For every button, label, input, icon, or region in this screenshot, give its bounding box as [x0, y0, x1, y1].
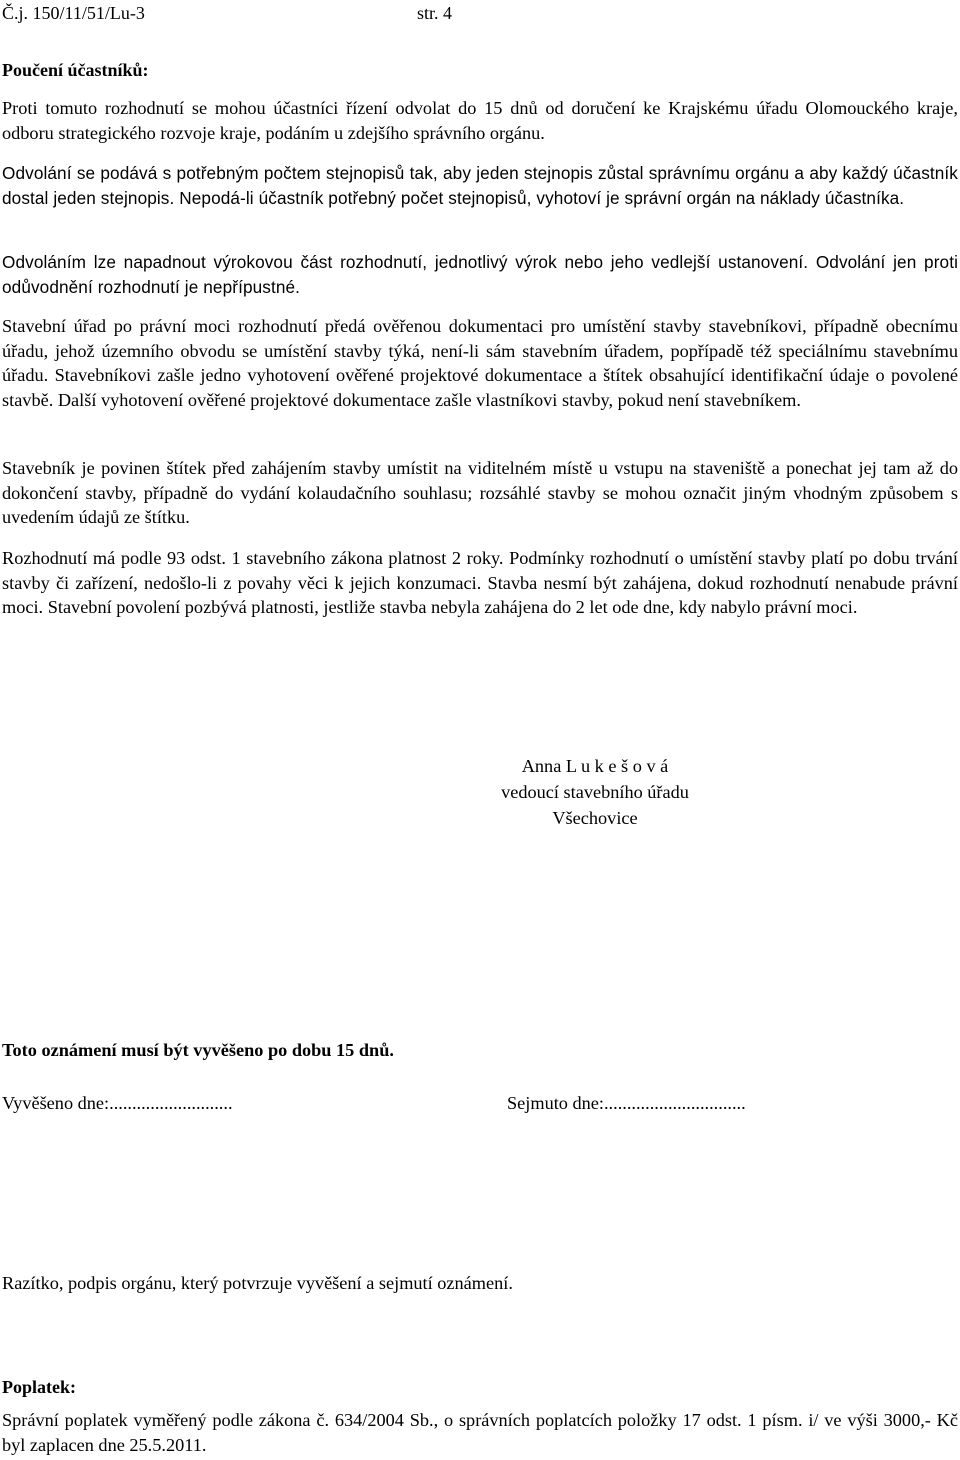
fee-text: Správní poplatek vyměřený podle zákona č. 634/2004 Sb., o správních poplatcích položky 17 odst. 1 písm. i/ ve výši 3000,- Kč byl zaplacen dne 25.5.2011. [2, 1410, 958, 1455]
fee-heading: Poplatek: [2, 1377, 76, 1397]
stamp-signature-note: Razítko, podpis orgánu, který potvrzuje vyvěšení a sejmutí oznámení. [2, 1273, 513, 1293]
instruction-paragraph-sign: Stavebník je povinen štítek před zahájením stavby umístit na viditelném místě u vstupu na staveniště a ponechat jej tam až do dokončení stavby, případně do vydání kolaudačního souhlasu; rozsáhlé stavby se mohou označit jiným vhodným způsobem s uvedením údajů ze štítku. [2, 458, 958, 527]
instruction-paragraph-scope: Odvoláním lze napadnout výrokovou část rozhodnutí, jednotlivý výrok nebo jeho vedlejší ustanovení. Odvolání jen proti odůvodnění rozhodnutí je nepřípustné. [2, 252, 958, 297]
page-header [2, 3, 958, 27]
signatory-place: Všechovice [552, 808, 638, 828]
signatory-position: vedoucí stavebního úřadu [501, 782, 689, 802]
posting-rule: Toto oznámení musí být vyvěšeno po dobu 15 dnů. [2, 1040, 394, 1060]
instruction-paragraph-copies: Odvolání se podává s potřebným počtem stejnopisů tak, aby jeden stejnopis zůstal správnímu orgánu a aby každý účastník dostal jeden stejnopis. Nepodá-li účastník potřebný počet stejnopisů, vyhotoví je správní orgán na náklady účastníka. [2, 163, 958, 208]
page-number: str. 4 [417, 3, 453, 23]
removed-date-field: Sejmuto dne:............................... [507, 1093, 746, 1113]
instruction-paragraph-documentation: Stavební úřad po právní moci rozhodnutí předá ověřenou dokumentaci pro umístění stavby stavebníkovi, případně obecnímu úřadu, jehož územního obvodu se umístění stavby týká, není-li sám stavebním úřadem, popřípadě též speciálnímu stavebnímu úřadu. Stavebníkovi zašle jedno vyhotovení ověřené projektové dokumentace a štítek obsahující identifikační údaje o povolené stavbě. Další vyhotovení ověřené projektové dokumentace zašle vlastníkovi stavby, pokud není stavebníkem. [2, 316, 958, 410]
signatory-name: Anna L u k e š o v á [521, 756, 669, 776]
reference-number: Č.j. 150/11/51/Lu-3 [2, 3, 145, 23]
instruction-paragraph-appeal: Proti tomuto rozhodnutí se mohou účastníci řízení odvolat do 15 dnů od doručení ke Krajskému úřadu Olomouckého kraje, odboru strategického rozvoje kraje, podáním u zdejšího správního orgánu. [2, 98, 958, 143]
instruction-paragraph-validity: Rozhodnutí má podle 93 odst. 1 stavebního zákona platnost 2 roky. Podmínky rozhodnutí o umístění stavby platí po dobu trvání stavby či zařízení, nedošlo-li z povahy věci k jejich konzumaci. Stavba nesmí být zahájena, dokud rozhodnutí nenabude právní moci. Stavební povolení pozbývá platnosti, jestliže stavba nebyla zahájena do 2 let ode dne, kdy nabylo právní moci. [2, 548, 958, 617]
signature-block [430, 753, 760, 831]
instruction-heading: Poučení účastníků: [2, 60, 149, 80]
posted-date-field: Vyvěšeno dne:........................... [2, 1093, 233, 1113]
